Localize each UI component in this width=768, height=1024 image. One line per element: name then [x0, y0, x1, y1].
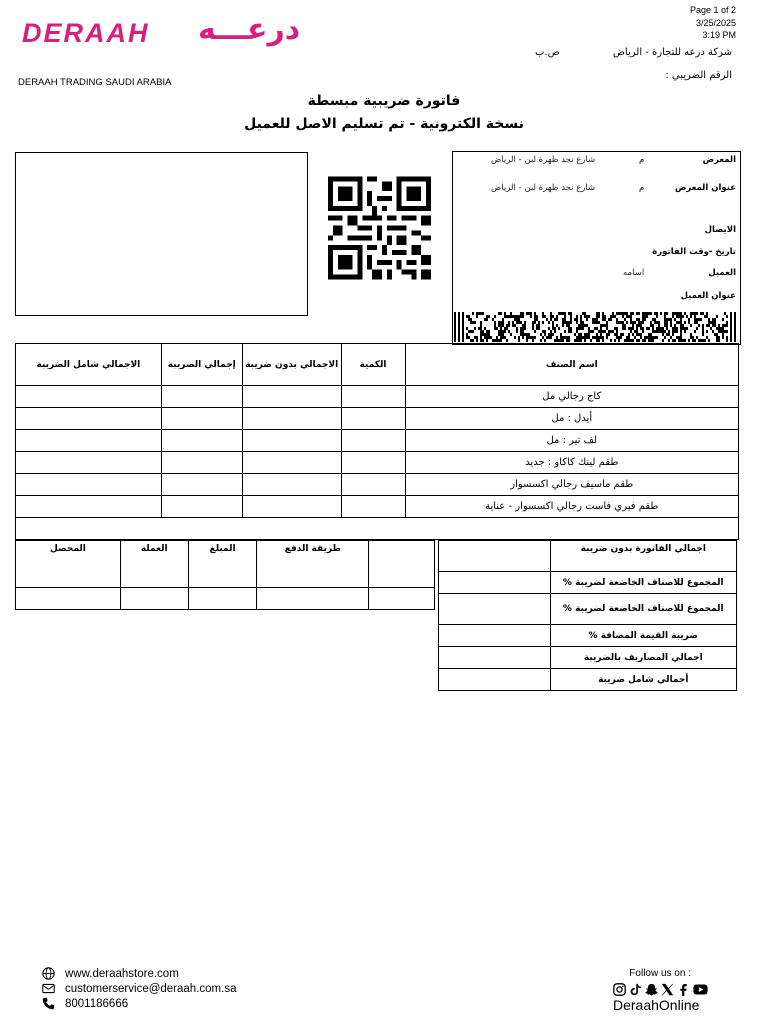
- item-name: طقم لينك كاكاو : جديد: [405, 452, 739, 474]
- totals-table: [438, 540, 737, 691]
- footer-phone: [42, 997, 128, 1010]
- table-row: [439, 572, 737, 594]
- customer-address-label: عنوان العميل: [680, 291, 736, 301]
- col-blank: [369, 541, 435, 588]
- item-name: لف تير : مل: [405, 430, 739, 452]
- items-table: [15, 343, 739, 540]
- instagram-icon[interactable]: [613, 983, 626, 996]
- item-name: كاج رجالي مل: [405, 386, 739, 408]
- social-handle[interactable]: DeraahOnline: [613, 997, 700, 1013]
- col-item-name: اسم الصنف: [405, 344, 739, 386]
- table-row: [16, 452, 739, 474]
- grand-total-label: أجمالي شامل ضريبة: [550, 669, 736, 691]
- logo-latin: DERAAH: [22, 18, 150, 48]
- stamp-box: [15, 152, 308, 316]
- follow-us-label: Follow us on :: [629, 968, 691, 979]
- globe-icon: [42, 967, 55, 980]
- footer-email: [42, 982, 236, 995]
- item-name: طقم ماسيف رجالي اكسسوار: [405, 474, 739, 496]
- snapchat-icon[interactable]: [645, 983, 658, 996]
- company-name-ar: شركة درعه للتجارة - الرياض: [612, 47, 732, 58]
- col-currency: العملة: [120, 541, 188, 588]
- items-header-row: [16, 344, 739, 386]
- phone-icon: [42, 997, 55, 1010]
- expenses-with-tax-label: اجمالي المصاريف بالضريبة: [550, 647, 736, 669]
- website-link[interactable]: www.deraahstore.com: [65, 967, 179, 980]
- page-number: Page 1 of 2: [689, 5, 736, 15]
- col-tax-total: إجمالي الضريبة: [161, 344, 242, 386]
- table-row: [439, 594, 737, 625]
- showroom-value: شارع نجد ظهرة لبن - الرياض: [491, 155, 596, 165]
- barcode: [454, 312, 738, 342]
- social-icons: [613, 983, 708, 996]
- tiktok-icon[interactable]: [629, 983, 642, 996]
- print-date: 3/25/2025: [695, 17, 736, 28]
- footer-website: [42, 967, 179, 980]
- taxable-total-label: المجموع للاصناف الخاضعة لضريبة %: [550, 572, 736, 594]
- payment-table: [15, 540, 435, 610]
- table-row: [16, 430, 739, 452]
- facebook-icon[interactable]: [677, 983, 690, 996]
- youtube-icon[interactable]: [693, 983, 708, 996]
- item-name: طقم فيري فاست رجالي اكسسوار - عناية: [405, 496, 739, 518]
- phone-number[interactable]: 8001186666: [65, 997, 129, 1010]
- po-box: ص.ب: [535, 47, 560, 58]
- customer-label: العميل: [708, 268, 736, 278]
- table-row: [16, 386, 739, 408]
- table-row: [439, 541, 737, 572]
- invoice-title: فاتورة ضريبية مبسطة: [307, 93, 461, 109]
- col-collector: المحصل: [16, 541, 121, 588]
- company-name-en: DERAAH TRADING SAUDI ARABIA: [18, 77, 172, 88]
- envelope-icon: [42, 982, 55, 995]
- table-row: [439, 625, 737, 647]
- qr-code: [328, 173, 431, 283]
- payment-header-row: [16, 541, 435, 588]
- table-row: [439, 647, 737, 669]
- col-quantity: الكمية: [341, 344, 405, 386]
- table-row: [16, 474, 739, 496]
- table-row: [16, 496, 739, 518]
- table-empty-row: [16, 518, 739, 540]
- table-row: [16, 588, 435, 610]
- col-payment-method: طريقة الدفع: [257, 541, 369, 588]
- tax-number-label: الرقم الضريبي :: [665, 70, 732, 81]
- table-row: [16, 408, 739, 430]
- invoice-datetime-label: تاريخ -وقت الفاتورة: [652, 247, 736, 257]
- col-total-with-tax: الاجمالي شامل الضريبة: [16, 344, 162, 386]
- showroom-m: م: [639, 155, 645, 165]
- x-twitter-icon[interactable]: [661, 983, 674, 996]
- page-info: [690, 4, 736, 42]
- col-total-without-tax: الاجمالي بدون ضريبة: [242, 344, 341, 386]
- receipt-label: الايصال: [704, 225, 736, 235]
- print-time: 3:19 PM: [702, 30, 736, 40]
- taxable-total-label-2: المجموع للاصناف الخاضعة لضريبة %: [550, 594, 736, 625]
- showroom-address-value: شارع نجد ظهرة لبن - الرياض: [491, 183, 596, 193]
- showroom-label: المعرض: [702, 155, 736, 165]
- item-name: أيدل : مل: [405, 408, 739, 430]
- total-without-tax-label: اجمالي الفاتورة بدون ضريبة: [550, 541, 736, 572]
- email-link[interactable]: customerservice@deraah.com.sa: [65, 982, 237, 995]
- showroom-address-label: عنوان المعرض: [674, 183, 736, 193]
- logo-arabic: درعـــه: [198, 12, 301, 47]
- col-amount: المبلغ: [188, 541, 257, 588]
- vat-label: ضريبة القيمة المضافة %: [550, 625, 736, 647]
- showroom-address-m: م: [639, 183, 645, 193]
- invoice-subtitle: نسخة الكترونية - تم تسليم الاصل للعميل: [244, 116, 524, 132]
- customer-value: اسامه: [623, 268, 645, 278]
- table-row: [439, 669, 737, 691]
